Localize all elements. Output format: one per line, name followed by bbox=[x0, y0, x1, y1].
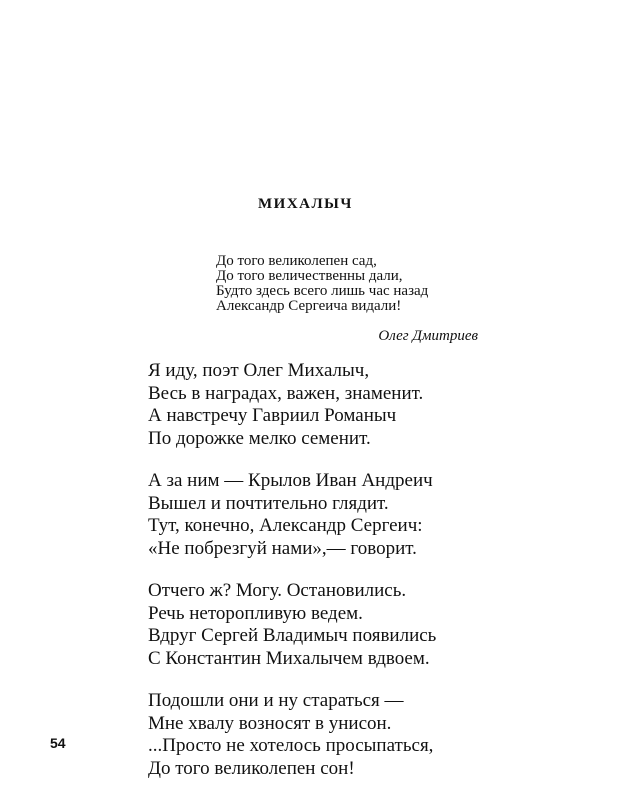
epigraph-line: До того великолепен сад, bbox=[216, 253, 377, 269]
epigraph bbox=[216, 254, 478, 314]
epigraph-line: Александр Сергеича видали! bbox=[216, 298, 402, 314]
poem-line: ...Просто не хотелось просыпаться, bbox=[148, 735, 434, 756]
poem-line: Речь неторопливую ведем. bbox=[148, 602, 363, 624]
poem-line: Я иду, поэт Олег Михалыч, bbox=[148, 360, 370, 381]
poem-line: Вышел и почтительно глядит. bbox=[148, 492, 389, 514]
poem-title: МИХАЛЫЧ bbox=[258, 196, 353, 212]
page-number: 54 bbox=[50, 735, 66, 751]
poem-body bbox=[148, 360, 436, 800]
epigraph-author: Олег Дмитриев bbox=[378, 328, 478, 344]
poem-line: Подошли они и ну стараться — bbox=[148, 690, 404, 711]
poem-line: А навстречу Гавриил Романыч bbox=[148, 405, 397, 426]
poem-line: По дорожке мелко семенит. bbox=[148, 427, 371, 449]
epigraph-line: Будто здесь всего лишь час назад bbox=[216, 283, 429, 299]
poem-line: Тут, конечно, Александр Сергеич: bbox=[148, 515, 423, 536]
poem-line: Весь в наградах, важен, знаменит. bbox=[148, 382, 424, 404]
stanza-1 bbox=[148, 360, 436, 450]
stanza-4 bbox=[148, 690, 436, 780]
poem-line: С Константин Михалычем вдвоем. bbox=[148, 647, 430, 669]
stanza-3 bbox=[148, 580, 436, 670]
poem-line: До того великолепен сон! bbox=[148, 757, 355, 779]
stanza-2 bbox=[148, 470, 436, 560]
poem-line: А за ним — Крылов Иван Андреич bbox=[148, 470, 433, 491]
poem-line: Мне хвалу возносят в унисон. bbox=[148, 712, 392, 734]
poem-line: «Не побрезгуй нами»,— говорит. bbox=[148, 537, 417, 559]
poem-line: Вдруг Сергей Владимыч появились bbox=[148, 625, 437, 646]
poem-line: Отчего ж? Могу. Остановились. bbox=[148, 580, 407, 601]
epigraph-line: До того величественны дали, bbox=[216, 268, 403, 284]
